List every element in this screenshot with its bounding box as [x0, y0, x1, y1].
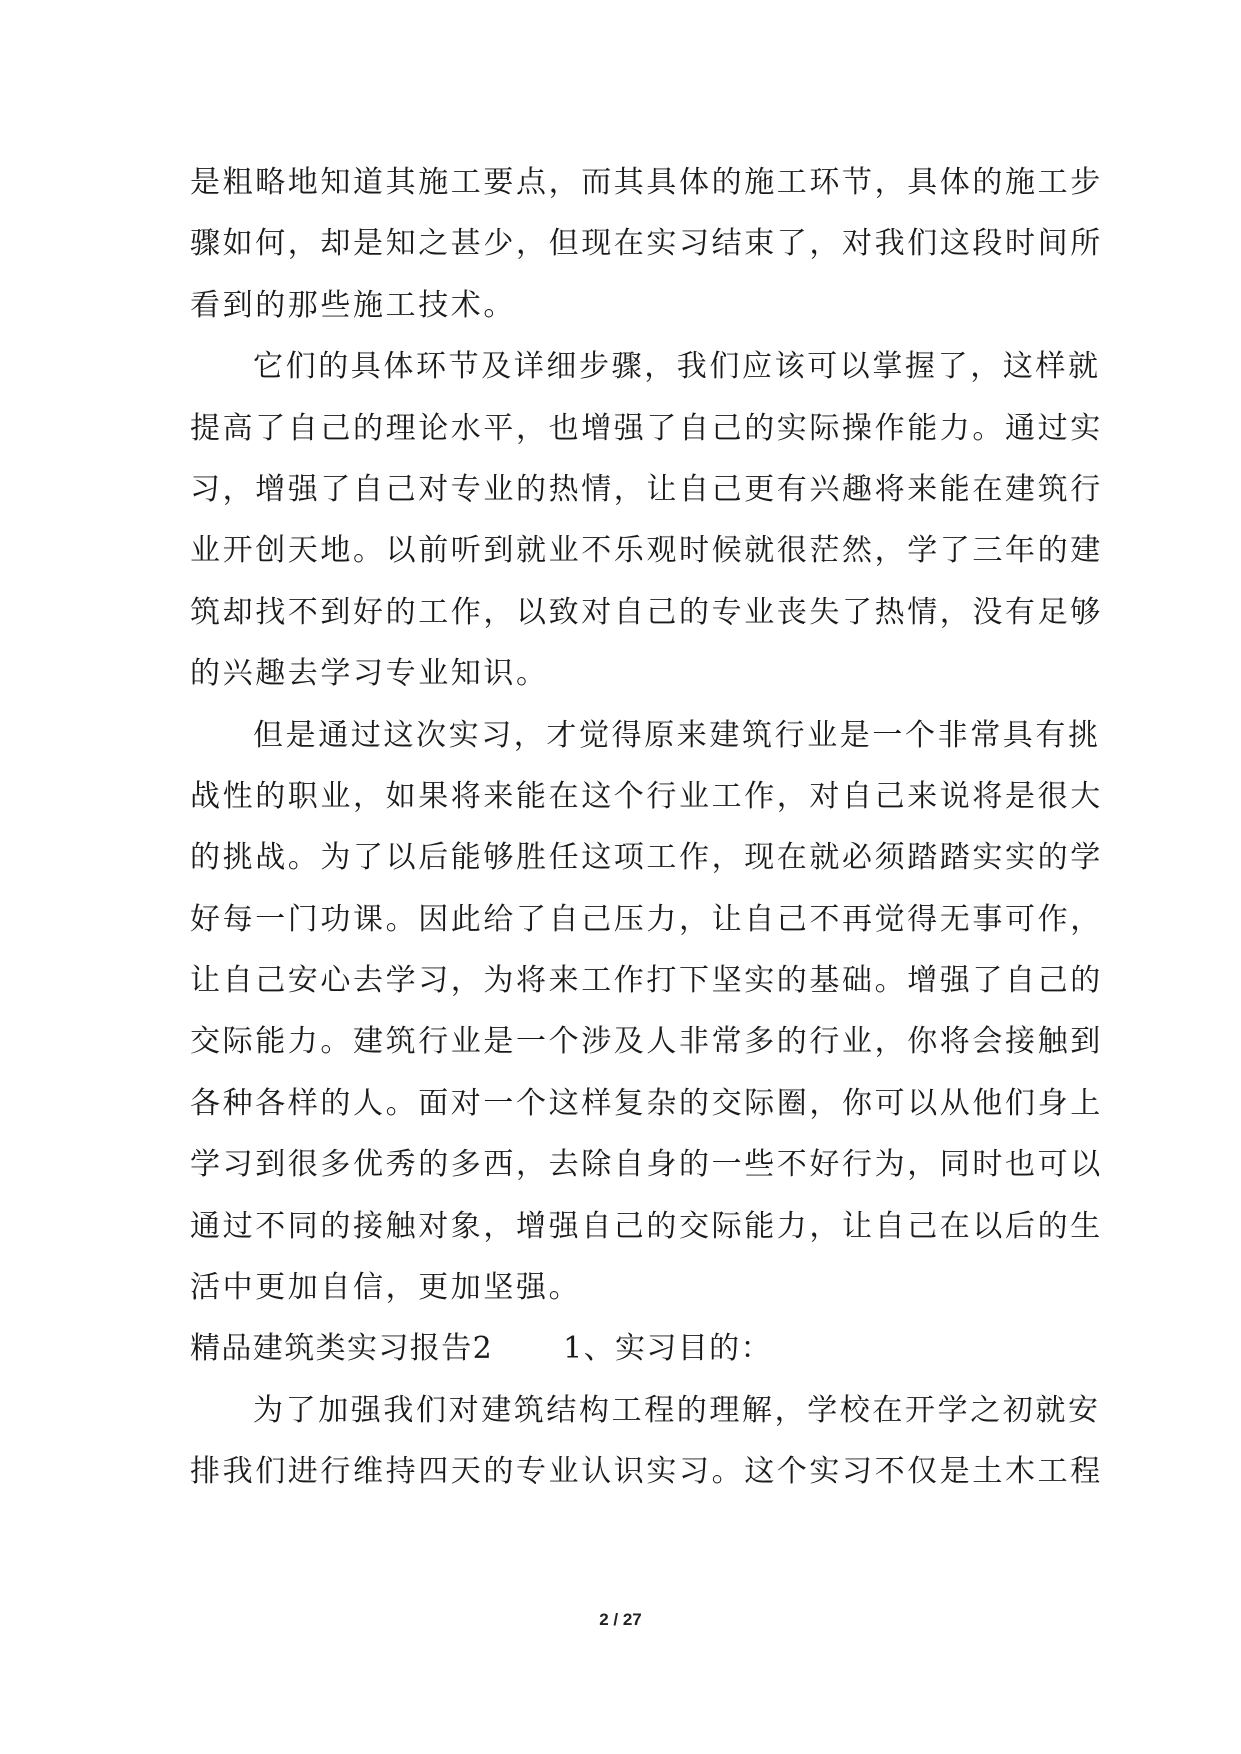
text-line: 各种各样的人。面对一个这样复杂的交际圈，你可以从他们身上 — [190, 1085, 1103, 1121]
text-line: 交际能力。建筑行业是一个涉及人非常多的行业，你将会接触到 — [190, 1024, 1103, 1060]
section-title: 1、实习目的： — [563, 1331, 772, 1367]
text-line: 提高了自己的理论水平，也增强了自己的实际操作能力。通过实 — [190, 410, 1103, 446]
text-line: 看到的那些施工技术。 — [190, 287, 516, 323]
paragraph-start-line: 但是通过这次实习，才觉得原来建筑行业是一个非常具有挑 — [253, 717, 1101, 753]
text-line: 活中更加自信，更加坚强。 — [190, 1270, 582, 1306]
text-line: 学习到很多优秀的多西，去除自身的一些不好行为，同时也可以 — [190, 1147, 1103, 1183]
text-line: 业开创天地。以前听到就业不乐观时候就很茫然，学了三年的建 — [190, 533, 1103, 569]
paragraph-start-line: 为了加强我们对建筑结构工程的理解，学校在开学之初就安 — [253, 1392, 1101, 1428]
text-line: 让自己安心去学习，为将来工作打下坚实的基础。增强了自己的 — [190, 963, 1103, 999]
report-title: 精品建筑类实习报告2 — [190, 1331, 494, 1367]
page-number: 2 / 27 — [599, 1610, 642, 1629]
document-body — [190, 152, 1103, 1503]
text-line: 战性的职业，如果将来能在这个行业工作，对自己来说将是很大 — [190, 778, 1103, 814]
text-line: 排我们进行维持四天的专业认识实习。这个实习不仅是土木工程 — [190, 1454, 1103, 1490]
section-heading — [190, 1318, 1050, 1379]
text-line: 习，增强了自己对专业的热情，让自己更有兴趣将来能在建筑行 — [190, 471, 1103, 507]
text-line: 的兴趣去学习专业知识。 — [190, 656, 549, 692]
text-line: 通过不同的接触对象，增强自己的交际能力，让自己在以后的生 — [190, 1208, 1103, 1244]
text-line: 是粗略地知道其施工要点，而其具体的施工环节，具体的施工步 — [190, 165, 1103, 200]
text-line: 好每一门功课。因此给了自己压力，让自己不再觉得无事可作， — [190, 901, 1103, 937]
text-line: 的挑战。为了以后能够胜任这项工作，现在就必须踏踏实实的学 — [190, 840, 1103, 876]
text-line: 骤如何，却是知之甚少，但现在实习结束了，对我们这段时间所 — [190, 226, 1103, 262]
paragraph-start-line: 它们的具体环节及详细步骤，我们应该可以掌握了，这样就 — [253, 349, 1101, 385]
text-line: 筑却找不到好的工作，以致对自己的专业丧失了热情，没有足够 — [190, 594, 1103, 630]
